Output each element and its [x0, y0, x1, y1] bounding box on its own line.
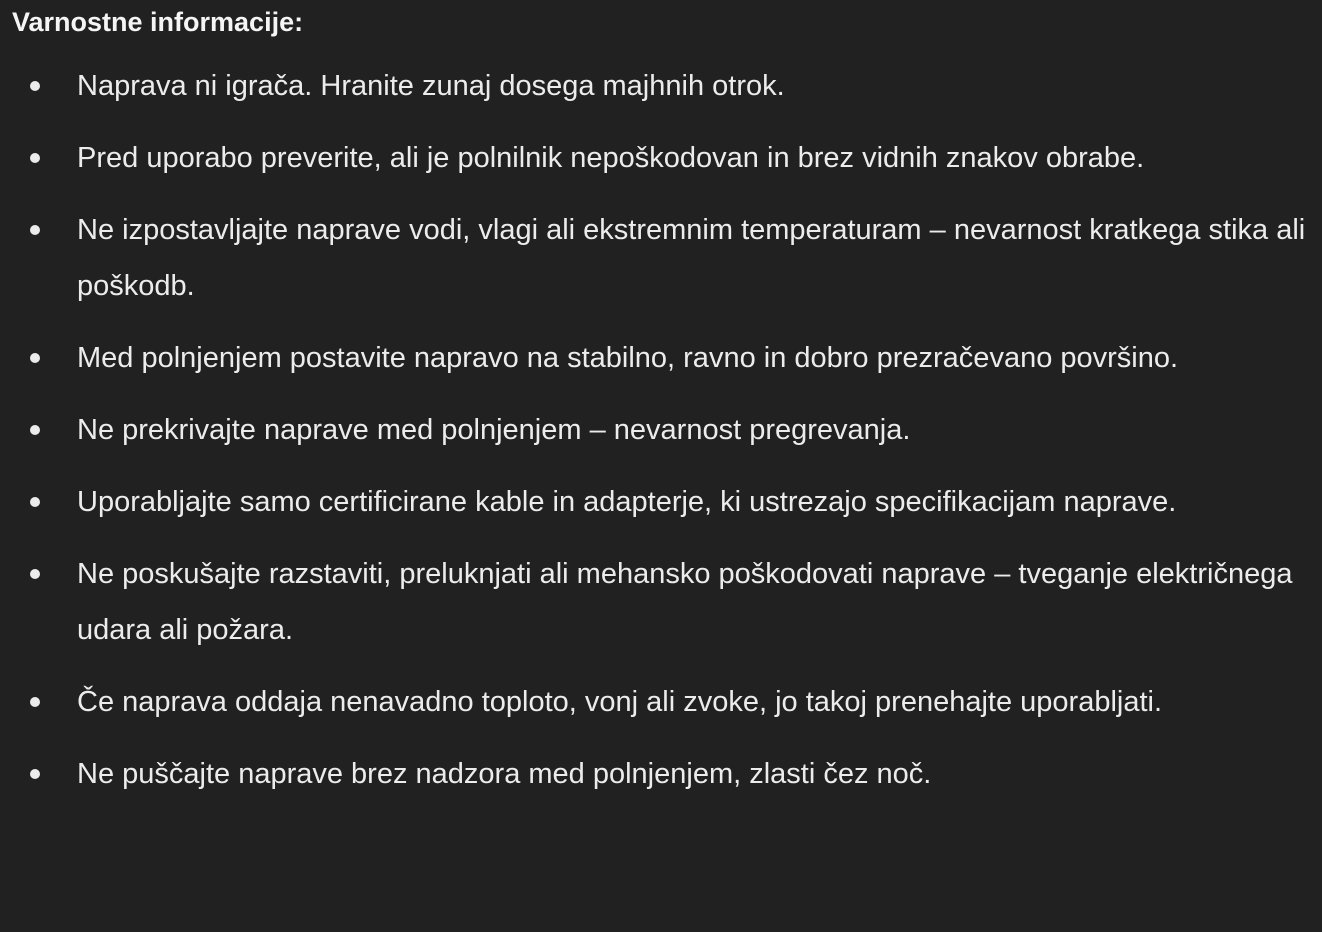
bullet-icon [28, 402, 42, 458]
bullet-icon [28, 474, 42, 530]
bullet-icon [28, 674, 42, 730]
list-item [12, 474, 1322, 530]
list-item-text: Ne prekrivajte naprave med polnjenjem – nevarnost pregrevanja. [77, 414, 911, 446]
bullet-icon [28, 130, 42, 186]
bullet-icon [28, 58, 42, 114]
bullet-icon [28, 746, 42, 802]
list-item [12, 546, 1322, 658]
list-item-text: Pred uporabo preverite, ali je polnilnik nepoškodovan in brez vidnih znakov obrabe. [77, 142, 1145, 174]
list-item-text: Če naprava oddaja nenavadno toploto, vonj ali zvoke, jo takoj prenehajte uporabljati. [77, 686, 1163, 718]
list-item-text: Ne izpostavljajte naprave vodi, vlagi ali ekstremnim temperaturam – nevarnost kratkega stika ali poškodb. [77, 214, 1306, 302]
list-item [12, 58, 1322, 114]
section-heading: Varnostne informacije: [12, 7, 304, 37]
list-item [12, 202, 1322, 314]
bullet-icon [28, 546, 42, 602]
list-item [12, 330, 1322, 386]
list-item-text: Uporabljajte samo certificirane kable in adapterje, ki ustrezajo specifikacijam naprave. [77, 486, 1177, 518]
bullet-icon [28, 202, 42, 258]
list-item-text: Naprava ni igrača. Hranite zunaj dosega majhnih otrok. [77, 70, 785, 102]
list-item [12, 130, 1322, 186]
list-item [12, 746, 1322, 802]
list-item-text: Ne poskušajte razstaviti, preluknjati ali mehansko poškodovati naprave – tveganje električnega udara ali požara. [77, 558, 1293, 646]
list-item [12, 674, 1322, 730]
safety-list [12, 58, 1322, 802]
list-item [12, 402, 1322, 458]
list-item-text: Med polnjenjem postavite napravo na stabilno, ravno in dobro prezračevano površino. [77, 342, 1179, 374]
list-item-text: Ne puščajte naprave brez nadzora med polnjenjem, zlasti čez noč. [77, 758, 932, 790]
bullet-icon [28, 330, 42, 386]
